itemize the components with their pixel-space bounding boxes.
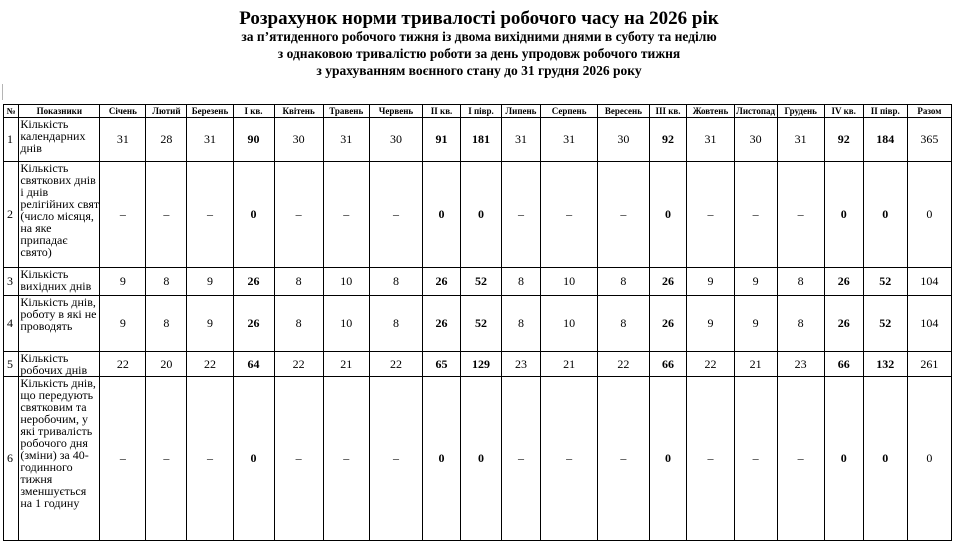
value-cell: 26 [423,268,461,296]
value-cell: – [274,162,323,268]
value-cell: 23 [777,352,824,377]
value-cell: 21 [734,352,777,377]
value-cell: 0 [863,377,907,541]
column-header: Серпень [540,105,597,118]
table-body [4,118,952,541]
value-cell: – [146,162,187,268]
value-cell: 9 [687,268,734,296]
column-header: ІІ кв. [423,105,461,118]
value-cell: – [187,377,233,541]
value-cell: 8 [501,268,540,296]
table-row [4,162,952,268]
value-cell: 9 [187,296,233,352]
value-cell: 8 [274,296,323,352]
value-cell: 0 [907,162,951,268]
value-cell: 22 [687,352,734,377]
value-cell: 26 [649,268,687,296]
value-cell: 8 [501,296,540,352]
column-header: Жовтень [687,105,734,118]
column-header: Вересень [598,105,649,118]
column-header: Березень [187,105,233,118]
value-cell: – [501,162,540,268]
value-cell: 181 [460,118,501,162]
value-cell: 26 [824,268,863,296]
value-cell: 22 [187,352,233,377]
working-time-table [3,104,952,541]
value-cell: – [687,162,734,268]
indicator-name: Кількість днів, роботу в які не проводять [19,296,100,352]
value-cell: 9 [687,296,734,352]
value-cell: 91 [423,118,461,162]
value-cell: 31 [540,118,597,162]
value-cell: 0 [863,162,907,268]
value-cell: 30 [598,118,649,162]
column-header: І півр. [460,105,501,118]
value-cell: 10 [323,268,369,296]
value-cell: 92 [649,118,687,162]
value-cell: 129 [460,352,501,377]
value-cell: 0 [824,377,863,541]
value-cell: 66 [649,352,687,377]
value-cell: 0 [907,377,951,541]
value-cell: 0 [649,162,687,268]
value-cell: – [187,162,233,268]
value-cell: 104 [907,296,951,352]
value-cell: 0 [423,377,461,541]
indicator-name: Кількість календарних днів [19,118,100,162]
value-cell: 31 [687,118,734,162]
column-header: Липень [501,105,540,118]
value-cell: 52 [863,268,907,296]
value-cell: 8 [777,268,824,296]
row-number: 5 [4,352,19,377]
column-header: № [4,105,19,118]
value-cell: – [734,162,777,268]
column-header: ІІ півр. [863,105,907,118]
value-cell: 52 [460,296,501,352]
value-cell: – [274,377,323,541]
value-cell: 66 [824,352,863,377]
table-header-row [4,105,952,118]
column-header: Травень [323,105,369,118]
value-cell: 20 [146,352,187,377]
value-cell: 104 [907,268,951,296]
value-cell: 0 [233,162,274,268]
table-row [4,352,952,377]
row-number: 3 [4,268,19,296]
value-cell: – [369,377,422,541]
value-cell: 92 [824,118,863,162]
column-header: Червень [369,105,422,118]
column-header: Показники [19,105,100,118]
value-cell: – [540,377,597,541]
value-cell: 26 [423,296,461,352]
value-cell: 31 [501,118,540,162]
value-cell: 31 [777,118,824,162]
column-header: ІV кв. [824,105,863,118]
table-row [4,377,952,541]
value-cell: 30 [369,118,422,162]
value-cell: 23 [501,352,540,377]
value-cell: 132 [863,352,907,377]
indicator-name: Кількість днів, що передують святковим та неробочим, у які тривалість робочого дня (зміни) за 40-годинного тижня зменшується на 1 годину [19,377,100,541]
value-cell: 9 [100,268,146,296]
value-cell: 8 [369,296,422,352]
value-cell: 52 [460,268,501,296]
subtitle-line-2: з однаковою тривалістю роботи за день упродовж робочого тижня [277,46,681,61]
value-cell: 26 [233,296,274,352]
value-cell: – [323,377,369,541]
value-cell: 8 [369,268,422,296]
indicator-name: Кількість вихідних днів [19,268,100,296]
value-cell: 9 [734,296,777,352]
subtitle-line-1: за п’ятиденного робочого тижня із двома вихідними днями в суботу та неділю [241,29,717,44]
column-header: Квітень [274,105,323,118]
value-cell: 28 [146,118,187,162]
value-cell: 26 [649,296,687,352]
value-cell: 21 [540,352,597,377]
value-cell: 0 [460,377,501,541]
value-cell: 10 [323,296,369,352]
value-cell: – [369,162,422,268]
value-cell: 21 [323,352,369,377]
value-cell: 0 [460,162,501,268]
value-cell: 30 [734,118,777,162]
value-cell: 65 [423,352,461,377]
row-number: 2 [4,162,19,268]
value-cell: 52 [863,296,907,352]
value-cell: – [777,377,824,541]
value-cell: 22 [369,352,422,377]
row-number: 6 [4,377,19,541]
value-cell: 365 [907,118,951,162]
value-cell: 90 [233,118,274,162]
row-number: 1 [4,118,19,162]
value-cell: 26 [233,268,274,296]
table-row [4,118,952,162]
column-header: І кв. [233,105,274,118]
value-cell: – [100,377,146,541]
value-cell: 8 [146,296,187,352]
value-cell: 31 [323,118,369,162]
column-header: Січень [100,105,146,118]
table-row [4,268,952,296]
value-cell: 8 [274,268,323,296]
value-cell: 0 [649,377,687,541]
subtitle-line-3: з урахуванням воєнного стану до 31 грудня 2026 року [316,63,642,78]
value-cell: 8 [777,296,824,352]
value-cell: 261 [907,352,951,377]
value-cell: – [598,377,649,541]
value-cell: – [687,377,734,541]
value-cell: – [146,377,187,541]
value-cell: 0 [233,377,274,541]
value-cell: – [100,162,146,268]
indicator-name: Кількість святкових днів і днів релігійних свят (число місяця, на яке припадає свято) [19,162,100,268]
value-cell: 9 [100,296,146,352]
value-cell: 31 [100,118,146,162]
value-cell: 22 [274,352,323,377]
value-cell: – [323,162,369,268]
column-header: Разом [907,105,951,118]
table-row [4,296,952,352]
column-header: Лютий [146,105,187,118]
row-number: 4 [4,296,19,352]
value-cell: 22 [598,352,649,377]
value-cell: 9 [734,268,777,296]
value-cell: 31 [187,118,233,162]
value-cell: 30 [274,118,323,162]
value-cell: 0 [423,162,461,268]
value-cell: 22 [100,352,146,377]
value-cell: 26 [824,296,863,352]
value-cell: 0 [824,162,863,268]
value-cell: 184 [863,118,907,162]
value-cell: – [501,377,540,541]
value-cell: 9 [187,268,233,296]
document-title: Розрахунок норми тривалості робочого часу на 2026 рік [239,8,719,29]
value-cell: 8 [598,296,649,352]
value-cell: – [598,162,649,268]
value-cell: 8 [598,268,649,296]
value-cell: 64 [233,352,274,377]
indicator-name: Кількість робочих днів [19,352,100,377]
column-header: ІІІ кв. [649,105,687,118]
column-header: Листопад [734,105,777,118]
column-header: Грудень [777,105,824,118]
value-cell: – [777,162,824,268]
value-cell: – [734,377,777,541]
value-cell: 10 [540,296,597,352]
text-cursor-marker [2,84,3,100]
value-cell: 8 [146,268,187,296]
value-cell: 10 [540,268,597,296]
value-cell: – [540,162,597,268]
